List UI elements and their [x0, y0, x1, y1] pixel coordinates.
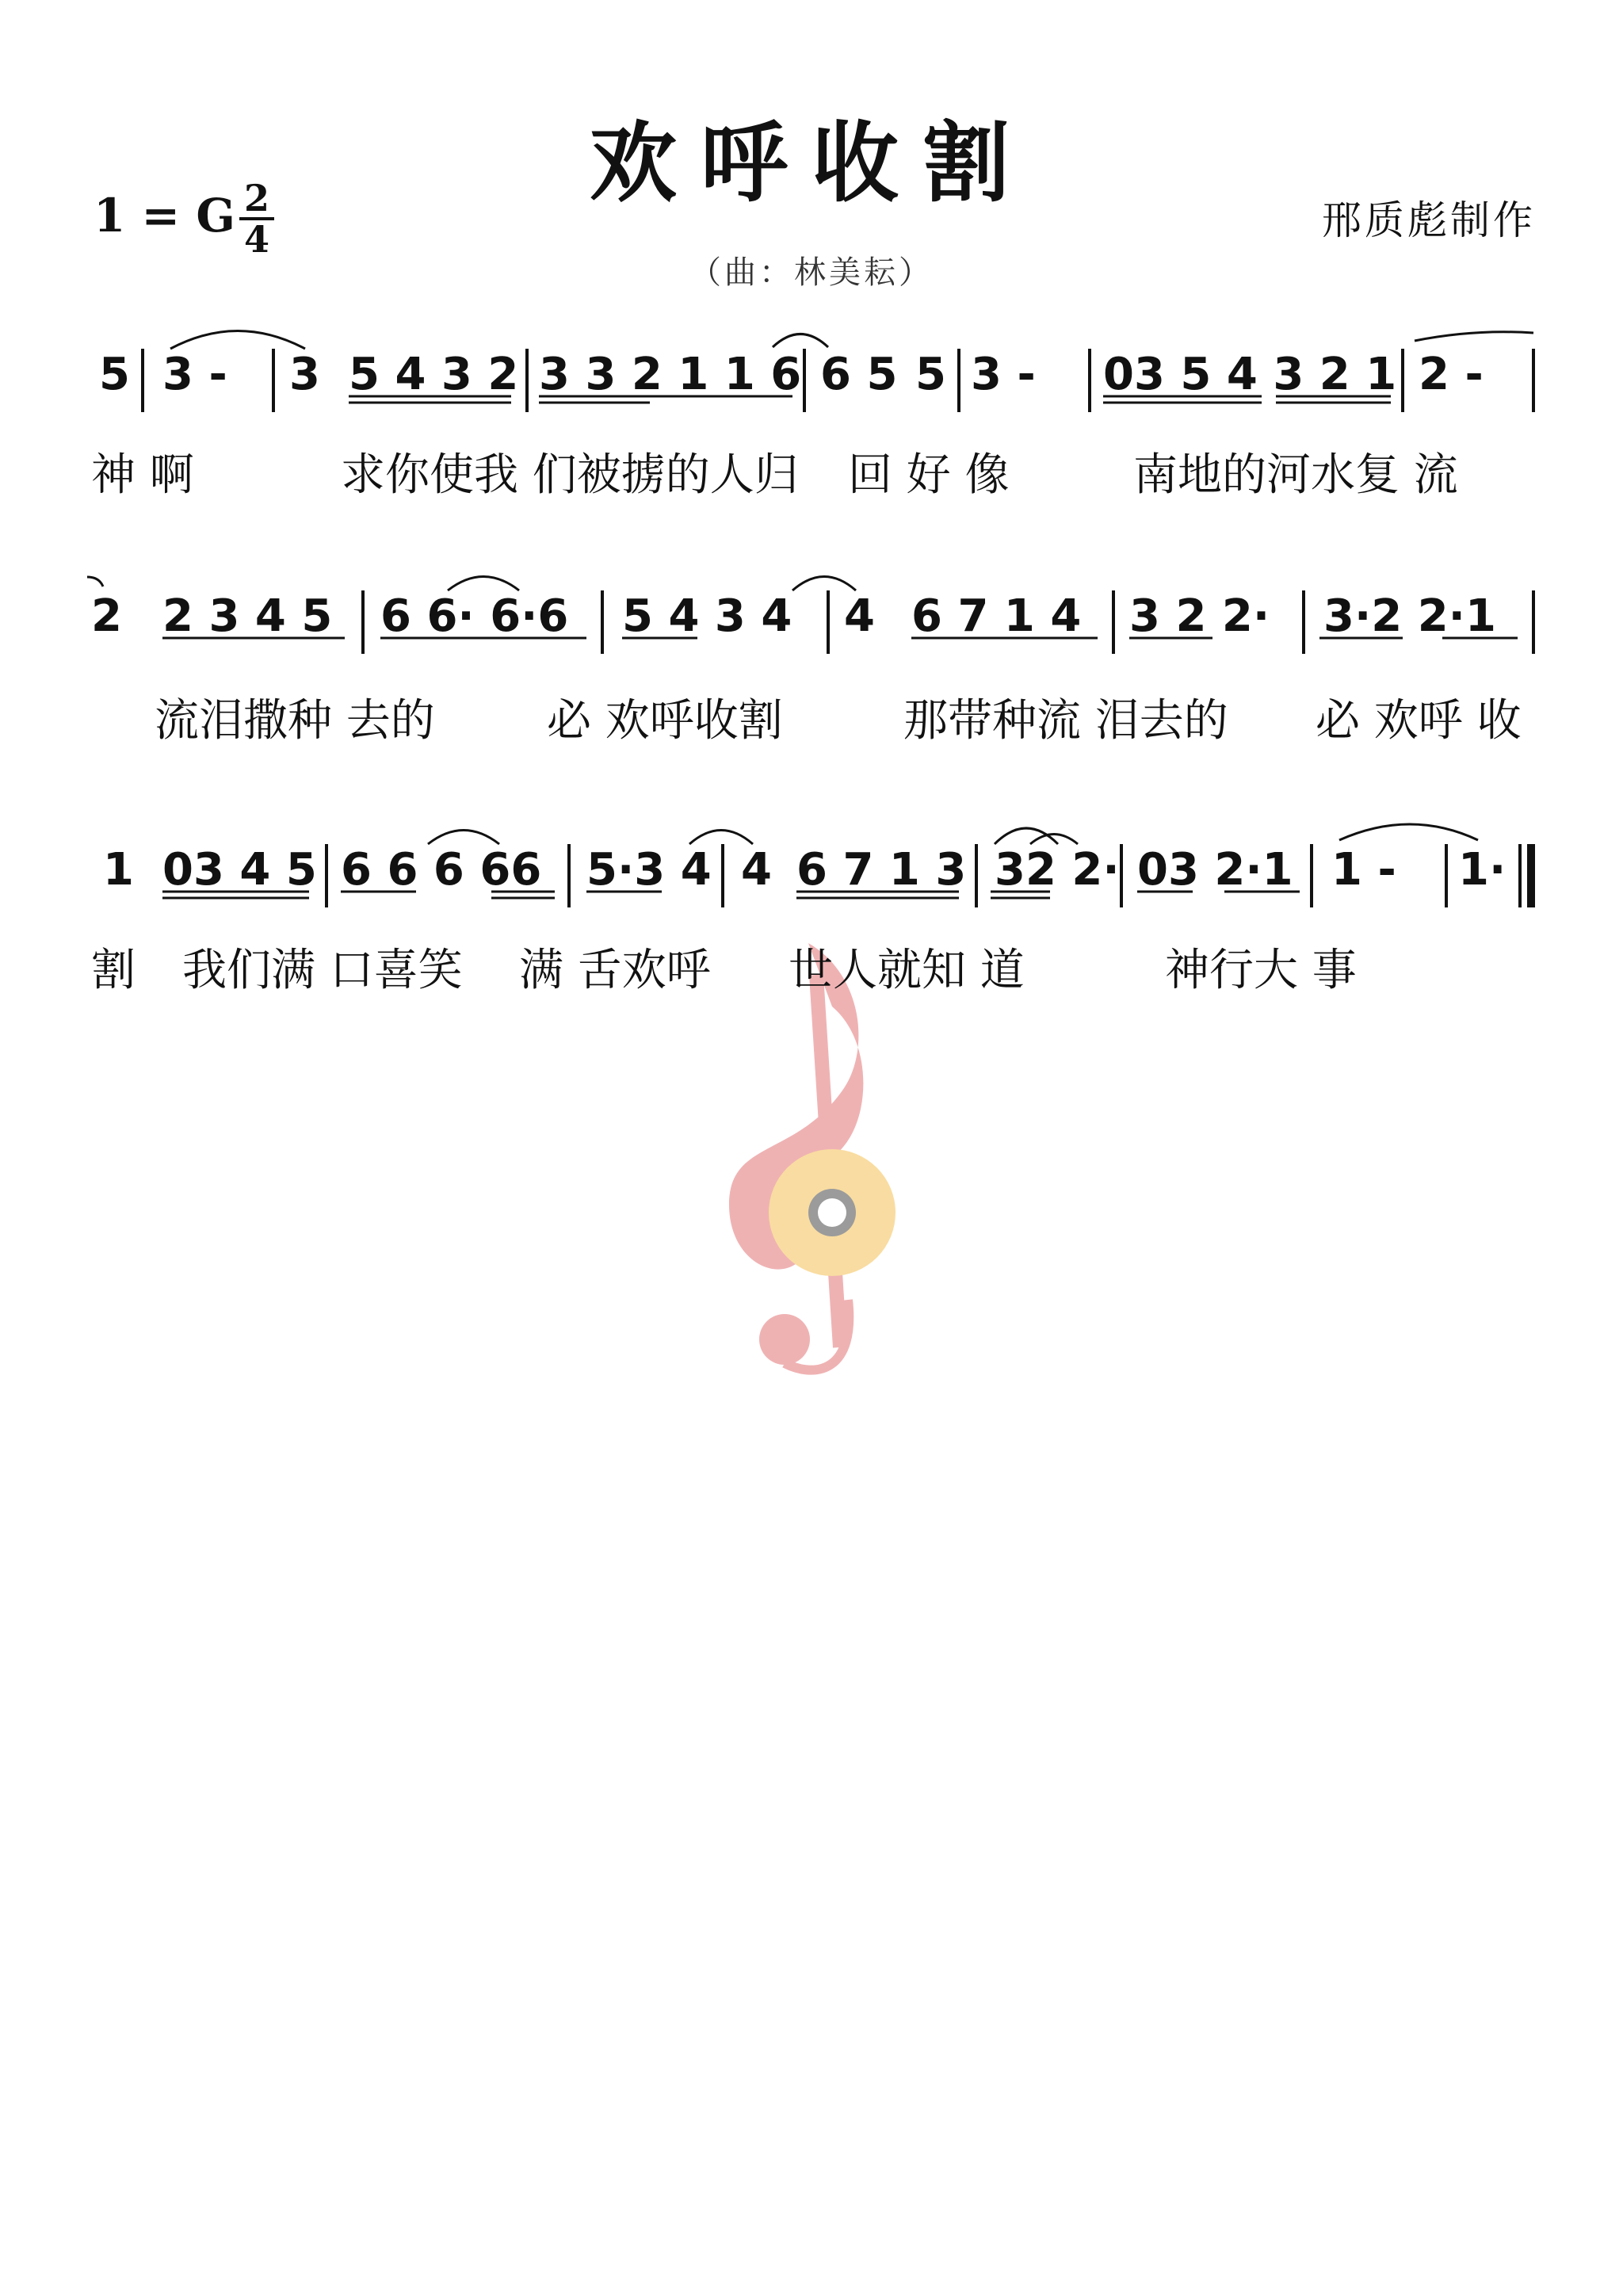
note-group: 4: [844, 590, 875, 642]
author-credit: 邢质彪制作: [1322, 197, 1536, 243]
note-group: 3 -: [971, 349, 1036, 400]
note-group: 6 6· 6·6: [380, 590, 569, 642]
note-group: 6 6 6 66: [341, 844, 542, 896]
lyric-phrase: 回 好 像: [848, 449, 1010, 501]
composer-credit: （曲：林美耘）: [689, 254, 934, 291]
note-group: 3: [289, 349, 320, 400]
lyric-phrase: 必 欢呼 收: [1316, 695, 1522, 747]
note-group: 3·2 2·1: [1323, 590, 1496, 642]
note-group: 6 7 1 3: [796, 844, 967, 896]
note-group: 03 2·1: [1137, 844, 1293, 896]
note-group: 2 3 4 5: [162, 590, 333, 642]
note-group: 6 5: [820, 349, 898, 400]
note-group: 32 2·: [995, 844, 1120, 896]
note-group: 5: [915, 349, 946, 400]
lyric-phrase: 割: [91, 945, 136, 996]
lyric-phrase: 我们满 口喜笑: [182, 945, 463, 996]
notes-row-2: [87, 590, 1537, 662]
note-group: 5 4 3 2: [349, 349, 519, 400]
note-group: 3 3 2 1 1 6: [539, 349, 802, 400]
note-group: 2: [91, 590, 122, 642]
lyric-phrase: 必 欢呼收割: [547, 695, 783, 747]
note-group: 5: [99, 349, 130, 400]
note-group: 6 7 1 4: [911, 590, 1082, 642]
lyric-phrase: 南地的河水复 流: [1133, 449, 1458, 501]
lyric-phrase: 求你使我 们被掳的人归: [341, 449, 799, 501]
note-group: 1 -: [1331, 844, 1396, 896]
note-group: 5 4 3 4: [622, 590, 792, 642]
note-group: 3 2 2·: [1129, 590, 1270, 642]
lyric-phrase: 世人就知 道: [789, 945, 1025, 996]
lyric-phrase: 满 舌欢呼: [519, 945, 711, 996]
music-logo: [729, 943, 896, 1370]
note-group: 2 -: [1419, 349, 1484, 400]
lyric-phrase: 流泪撒种 去的: [155, 695, 435, 747]
notes-row-1: [87, 349, 1537, 420]
note-group: 5·3 4: [586, 844, 712, 896]
lyric-phrase: 神 啊: [91, 449, 194, 501]
song-title: 欢呼收割: [590, 112, 1033, 214]
note-group: 03 4 5: [162, 844, 317, 896]
note-group: 3 -: [162, 349, 227, 400]
notes-row-3: [87, 844, 1537, 915]
note-group: 03 5 4 3 2 1: [1103, 349, 1397, 400]
meter-bottom: 4: [243, 218, 269, 261]
note-group: 4: [741, 844, 772, 896]
note-group: 1: [103, 844, 134, 896]
lyric-phrase: 神行大 事: [1165, 945, 1357, 996]
lyric-phrase: 那带种流 泪去的: [903, 695, 1228, 747]
key-signature: 1 = G: [94, 189, 235, 243]
note-group: 1·: [1458, 844, 1507, 896]
meter-top: 2: [243, 177, 269, 220]
